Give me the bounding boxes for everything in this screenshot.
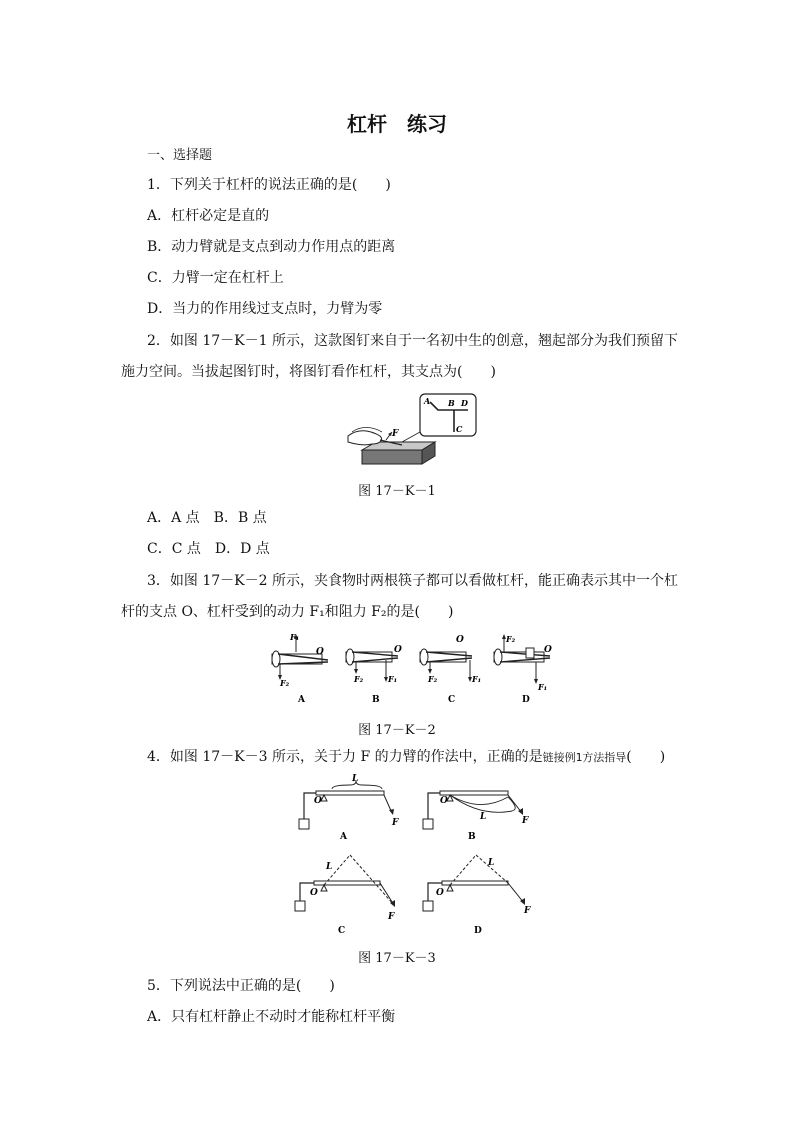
q3-a-f2: F₂	[280, 678, 290, 688]
figure-17-k-3-caption: 图 17－K－3	[358, 951, 436, 966]
q2-stem-line2: 施力空间。当拔起图钉时，将图钉看作杠杆，其支点为( )	[121, 364, 496, 380]
q3-b-o: O	[394, 645, 402, 655]
q3-c-o: O	[456, 635, 464, 645]
q4-panel-c	[295, 855, 395, 936]
q3-b-f2: F₂	[354, 674, 364, 684]
q3-a-o: O	[316, 647, 324, 657]
q4-c-o: O	[310, 888, 318, 898]
figure-17-k-2-caption: 图 17－K－2	[358, 723, 436, 738]
figure-17-k-2	[268, 630, 558, 706]
q3-panel-b	[346, 645, 402, 705]
q3-panel-d	[494, 634, 552, 705]
q3-d-f1: F₁	[538, 682, 548, 692]
q3-a-f1: F₁	[290, 632, 300, 642]
q4-panel-d	[423, 855, 531, 936]
q4-panel-label-a: A	[340, 832, 347, 842]
q3-stem-line2: 杆的支点 O、杠杆受到的动力 F₁和阻力 F₂的是( )	[121, 604, 454, 620]
q4-link-note[interactable]: 链接例1方法指导	[542, 751, 627, 764]
q4-b-o: O	[440, 796, 448, 806]
figure-17-k-3	[290, 773, 540, 939]
figure-17-k-1-caption: 图 17－K－1	[358, 484, 436, 499]
q1-option-c: C．力臂一定在杠杆上	[147, 270, 284, 286]
q4-a-o: O	[314, 796, 322, 806]
q4-c-l: L	[326, 862, 333, 872]
q4-stem-wrapper	[147, 750, 665, 764]
q3-panel-label-a: A	[298, 695, 305, 705]
q1-option-d: D．当力的作用线过支点时，力臂为零	[147, 301, 383, 317]
q2-options-line2: C．C 点 D．D 点	[147, 541, 270, 557]
q4-d-o: O	[436, 888, 444, 898]
q4-stem-tail: ( )	[626, 749, 666, 765]
q3-c-f1: F₁	[472, 674, 482, 684]
q3-panel-label-b: B	[372, 695, 380, 705]
q3-d-f2: F₂	[506, 634, 516, 644]
q5-option-a: A．只有杠杆静止不动时才能称杠杆平衡	[147, 1009, 396, 1025]
q1-option-a: A．杠杆必定是直的	[147, 208, 270, 224]
q4-d-l: L	[488, 858, 495, 868]
q4-panel-label-b: B	[468, 832, 476, 842]
q4-b-f: F	[522, 816, 529, 826]
q4-panel-label-c: C	[338, 926, 346, 936]
figure-17-k-1	[340, 392, 480, 468]
q3-c-f2: F₂	[428, 674, 438, 684]
q4-b-l: L	[480, 812, 487, 822]
q3-d-o: O	[544, 645, 552, 655]
q2-fig-label-f: F	[392, 429, 399, 439]
q4-a-l: L	[352, 774, 359, 784]
section-heading: 一、选择题	[147, 148, 213, 163]
q4-a-f: F	[392, 818, 399, 828]
q3-panel-a	[272, 632, 328, 705]
q2-fig-label-d: D	[461, 398, 468, 408]
q2-options-line1: A．A 点 B．B 点	[147, 510, 267, 526]
q2-fig-label-a: A	[424, 396, 431, 406]
q4-panel-b	[423, 791, 529, 842]
q1-stem: 1．下列关于杠杆的说法正确的是( )	[147, 177, 391, 193]
q4-c-f: F	[388, 912, 395, 922]
q3-b-f1: F₁	[388, 674, 398, 684]
q1-option-b: B．动力臂就是支点到动力作用点的距离	[147, 239, 396, 255]
q4-panel-label-d: D	[474, 926, 482, 936]
q3-stem-line1: 3．如图 17－K－2 所示，夹食物时两根筷子都可以看做杠杆，能正确表示其中一个杠	[147, 573, 678, 589]
q4-d-f: F	[524, 906, 531, 916]
q3-panel-label-c: C	[448, 695, 456, 705]
q5-stem: 5．下列说法中正确的是( )	[147, 978, 335, 994]
q3-panel-c	[420, 635, 481, 705]
q3-panel-label-d: D	[522, 695, 530, 705]
q2-fig-label-b: B	[448, 398, 455, 408]
page-title: 杠杆 练习	[347, 112, 447, 136]
q4-stem: 4．如图 17－K－3 所示，关于力 F 的力臂的作法中，正确的是	[147, 749, 543, 765]
q2-stem-line1: 2．如图 17－K－1 所示，这款图钉来自于一名初中生的创意，翘起部分为我们预留下	[147, 333, 678, 349]
q2-fig-label-c: C	[456, 424, 463, 434]
q4-panel-a	[299, 774, 399, 842]
